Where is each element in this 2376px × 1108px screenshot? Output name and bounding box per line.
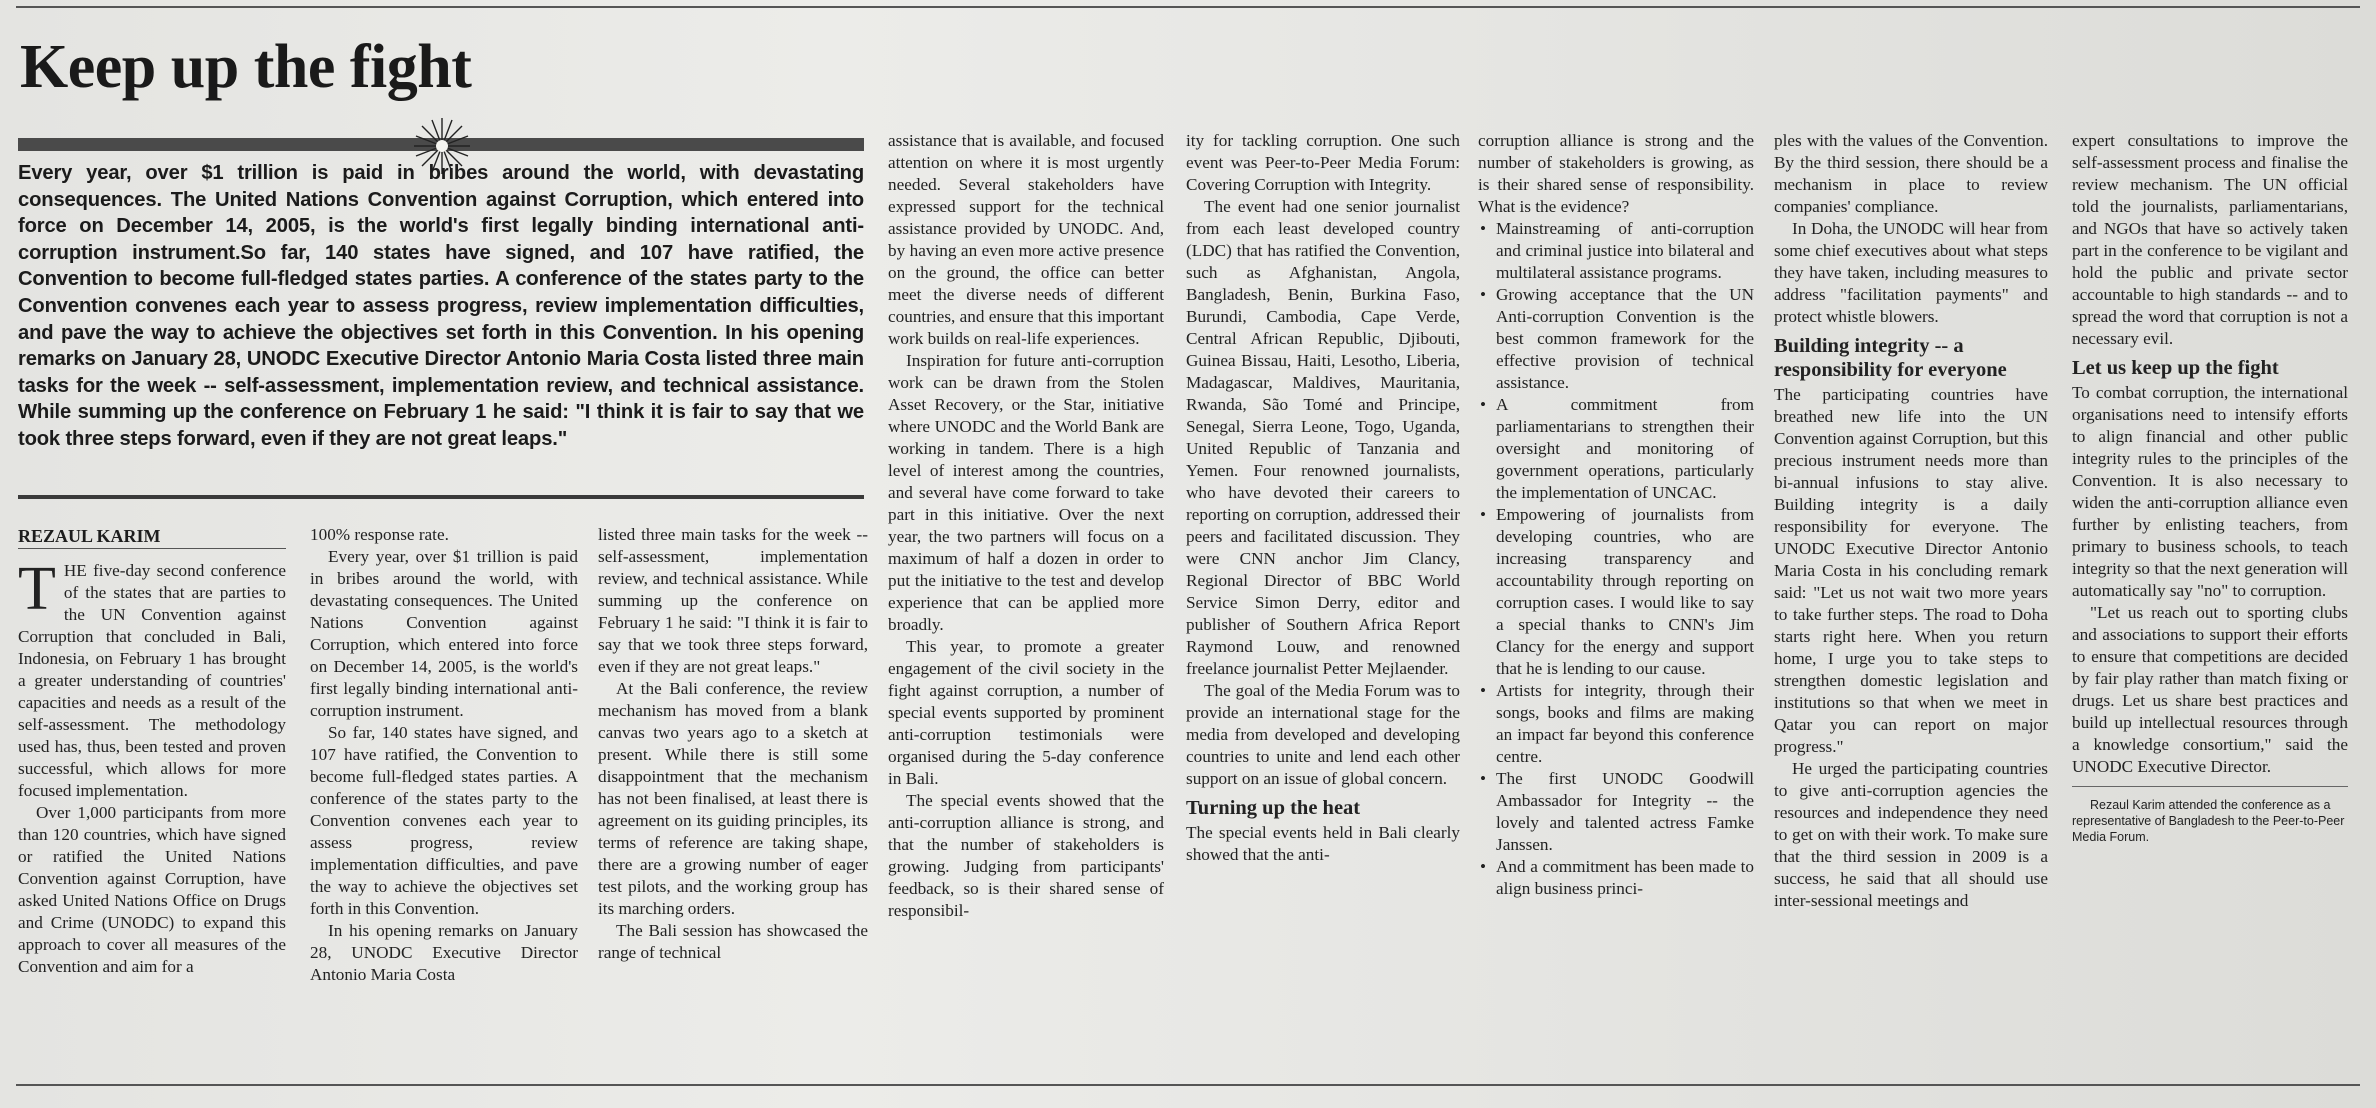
- paragraph: So far, 140 states have signed, and 107 have ratified, the Convention to become full-fledged states parties. A conference of the states party to the Convention convenes each year to assess progress, review implementation difficulties, and pave the way to achieve the objectives set forth in this Convention.: [310, 723, 578, 918]
- paragraph: assistance that is available, and focused attention on where it is most urgently needed. Several stakeholders have expressed support for the technical assistance provided by UNODC. And, by having an even more active presence on the ground, the office can better meet the diverse needs of different countries, and ensure that this important work builds on real-life experiences.: [888, 131, 1164, 348]
- paragraph: The Bali session has showcased the range of technical: [598, 921, 868, 962]
- paragraph: expert consultations to improve the self-assessment process and finalise the review mechanism. The UN official told the journalists, parliamentarians, and NGOs that have so actively taken part in the conference to be vigilant and hold the public and private sector accountable to high standards -- and to spread the word that corruption is not a necessary evil.: [2072, 131, 2348, 348]
- list-item: • Mainstreaming of anti-corruption and criminal justice into bilateral and multilateral assistance programs.: [1478, 218, 1754, 284]
- paragraph: listed three main tasks for the week -- self-assessment, implementation review, and technical assistance. While summing up the conference on February 1 he said: "I think it is fair to say that we took three steps forward, even if they are not great leaps.": [598, 525, 868, 676]
- paragraph: Every year, over $1 trillion is paid in bribes around the world, with devastating consequences. The United Nations Convention against Corruption, which entered into force on December 14, 2005, is the world's first legally binding international anti-corruption instrument.: [310, 547, 578, 720]
- paragraph: corruption alliance is strong and the number of stakeholders is growing, as is their shared sense of responsibility. What is the evidence?: [1478, 131, 1754, 216]
- list-item: • Growing acceptance that the UN Anti-corruption Convention is the best common framework for the effective provision of technical assistance.: [1478, 284, 1754, 394]
- author-credit: Rezaul Karim attended the conference as a representative of Bangladesh to the Peer-to-Peer Media Forum.: [2072, 798, 2345, 844]
- column-8: [2072, 130, 2348, 845]
- column-1: [18, 555, 286, 978]
- list-item: • The first UNODC Goodwill Ambassador for Integrity -- the lovely and talented actress Famke Janssen.: [1478, 768, 1754, 856]
- paragraph: The special events showed that the anti-corruption alliance is strong, and that the number of stakeholders is growing. Judging from participants' feedback, so is their shared sense of responsibil-: [888, 791, 1164, 920]
- top-rule: [16, 6, 2360, 8]
- column-2: [310, 524, 578, 986]
- paragraph: [18, 555, 286, 802]
- evidence-list: [1478, 218, 1754, 900]
- credit-rule: [2072, 786, 2348, 787]
- paragraph: ples with the values of the Convention. By the third session, there should be a mechanism in place to review companies' compliance.: [1774, 131, 2048, 216]
- intro-summary: Every year, over $1 trillion is paid in bribes around the world, with devastating consequences. The United Nations Convention against Corruption, which entered into force on December 14, 2005, is the world's first legally binding international anti-corruption instrument.So far, 140 states have signed, and 107 have ratified, the Convention to become full-fledged states parties. A conference of the states party to the Convention convenes each year to assess progress, review implementation difficulties, and pave the way to achieve the objectives set forth in this Convention. In his opening remarks on January 28, UNODC Executive Director Antonio Maria Costa listed three main tasks for the week -- self-assessment, implementation review, and technical assistance. While summing up the conference on February 1 he said: "I think it is fair to say that we took three steps forward, even if they are not great leaps.": [18, 162, 864, 450]
- subheading-let-us-keep-up-the-fight: Let us keep up the fight: [2072, 357, 2279, 379]
- list-item: • And a commitment has been made to align business princi-: [1478, 856, 1754, 900]
- paragraph: ity for tackling corruption. One such event was Peer-to-Peer Media Forum: Covering Corruption with Integrity.: [1186, 131, 1460, 194]
- paragraph: 100% response rate.: [310, 525, 449, 544]
- column-5: [1186, 130, 1460, 866]
- column-7: [1774, 130, 2048, 912]
- paragraph: The goal of the Media Forum was to provide an international stage for the media from developed and developing countries to unite and lend each other support on an issue of global concern.: [1186, 681, 1460, 788]
- paragraph: This year, to promote a greater engagement of the civil society in the fight against corruption, a number of special events supported by prominent anti-corruption testimonials were organised during the 5-day conference in Bali.: [888, 637, 1164, 788]
- paragraph: In Doha, the UNODC will hear from some chief executives about what steps they have taken, including measures to address "facilitation payments" and protect whistle blowers.: [1774, 219, 2048, 326]
- paragraph: The participating countries have breathed new life into the UN Convention against Corruption, but this precious instrument needs more than bi-annual infusions to stay alive. Building integrity is a daily responsibility for everyone. The UNODC Executive Director Antonio Maria Costa in his concluding remark said: "Let us not wait two more years to take further steps. The road to Doha starts right here. When you return home, I urge you to take steps to strengthen domestic legislation and institutions so that when we meet in Qatar you can report on major progress.": [1774, 385, 2048, 756]
- drop-cap: T: [18, 555, 56, 623]
- column-6: [1478, 130, 1754, 900]
- paragraph: The event had one senior journalist from each least developed country (LDC) that has ratified the Convention, such as Afghanistan, Angola, Bangladesh, Benin, Burkina Faso, Burundi, Cambodia, Cape Verde, Central African Republic, Djibouti, Guinea Bissau, Haiti, Lesotho, Liberia, Madagascar, Maldives, Mauritania, Rwanda, São Tomé and Principe, Senegal, Sierra Leone, Togo, Uganda, United Republic of Tanzania and Yemen. Four renowned journalists, who have devoted their careers to reporting on corruption, addressed their peers and facilitated discussion. They were CNN anchor Jim Clancy, Regional Director of BBC World Service Simon Derry, editor and publisher of Southern Africa Report Raymond Louw, and renowned freelance journalist Petter Mejlaender.: [1186, 197, 1460, 678]
- intro-bottom-bar: [18, 495, 864, 499]
- list-item: • Empowering of journalists from developing countries, who are increasing transparency and accountability through reporting on corruption cases. I would like to say a special thanks to CNN's Jim Clancy for the energy and support that he is lending to our cause.: [1478, 504, 1754, 680]
- paragraph-text: HE five-day second conference of the states that are parties to the UN Convention against Corruption that concluded in Bali, Indonesia, on February 1 has brought a greater understanding of countries' capacities and needs as a result of the self-assessment. The methodology used has, thus, been tested and proven successful, which allows for more focused implementation.: [18, 561, 286, 800]
- bottom-rule: [16, 1084, 2360, 1086]
- paragraph: "Let us reach out to sporting clubs and associations to support their efforts to ensure that competitions are decided by fair play rather than match fixing or drugs. Let us share best practices and build up intellectual resources through a knowledge consortium," said the UNODC Executive Director.: [2072, 603, 2348, 776]
- paragraph: The special events held in Bali clearly showed that the anti-: [1186, 823, 1460, 864]
- paragraph: In his opening remarks on January 28, UNODC Executive Director Antonio Maria Costa: [310, 921, 578, 984]
- headline: Keep up the fight: [20, 33, 472, 101]
- list-item: • Artists for integrity, through their songs, books and films are making an impact far beyond this conference centre.: [1478, 680, 1754, 768]
- byline-rule: [18, 548, 286, 549]
- column-4: [888, 130, 1164, 922]
- paragraph: At the Bali conference, the review mechanism has moved from a blank canvas two years ago to a sketch at present. While there is still some disappointment that the mechanism has not been finalised, at least there is agreement on its guiding principles, its terms of reference are taking shape, there are a growing number of eager test pilots, and the working group has its marching orders.: [598, 679, 868, 918]
- byline: REZAUL KARIM: [18, 526, 161, 546]
- subheading-building-integrity: Building integrity -- a responsibility for everyone: [1774, 335, 2007, 381]
- paragraph: Over 1,000 participants from more than 120 countries, which have signed or ratified the United Nations Convention against Corruption, have asked United Nations Office on Drugs and Crime (UNODC) to expand this approach to cover all measures of the Convention and aim for a: [18, 803, 286, 976]
- list-item: • A commitment from parliamentarians to strengthen their oversight and monitoring of government operations, particularly the implementation of UNCAC.: [1478, 394, 1754, 504]
- column-3: [598, 524, 868, 964]
- paragraph: Inspiration for future anti-corruption work can be drawn from the Stolen Asset Recovery, or the Star, initiative where UNODC and the World Bank are working in tandem. There is a high level of interest among the countries, and several have come forward to take part in this initiative. Over the next year, the two partners will focus on a maximum of half a dozen in order to put the initiative to the test and develop experience that can be applied more broadly.: [888, 351, 1164, 634]
- paragraph: To combat corruption, the international organisations need to intensify efforts to align financial and other public integrity rules to the principles of the Convention. It is also necessary to widen the anti-corruption alliance even further by enlisting teachers, from primary to business schools, to teach integrity so that the next generation will automatically say "no" to corruption.: [2072, 383, 2348, 600]
- paragraph: He urged the participating countries to give anti-corruption agencies the resources and independence they need to get on with their work. To make sure that the third session in 2009 is a success, he said that all should use inter-sessional meetings and: [1774, 759, 2048, 910]
- subheading-turning-up-the-heat: Turning up the heat: [1186, 797, 1361, 819]
